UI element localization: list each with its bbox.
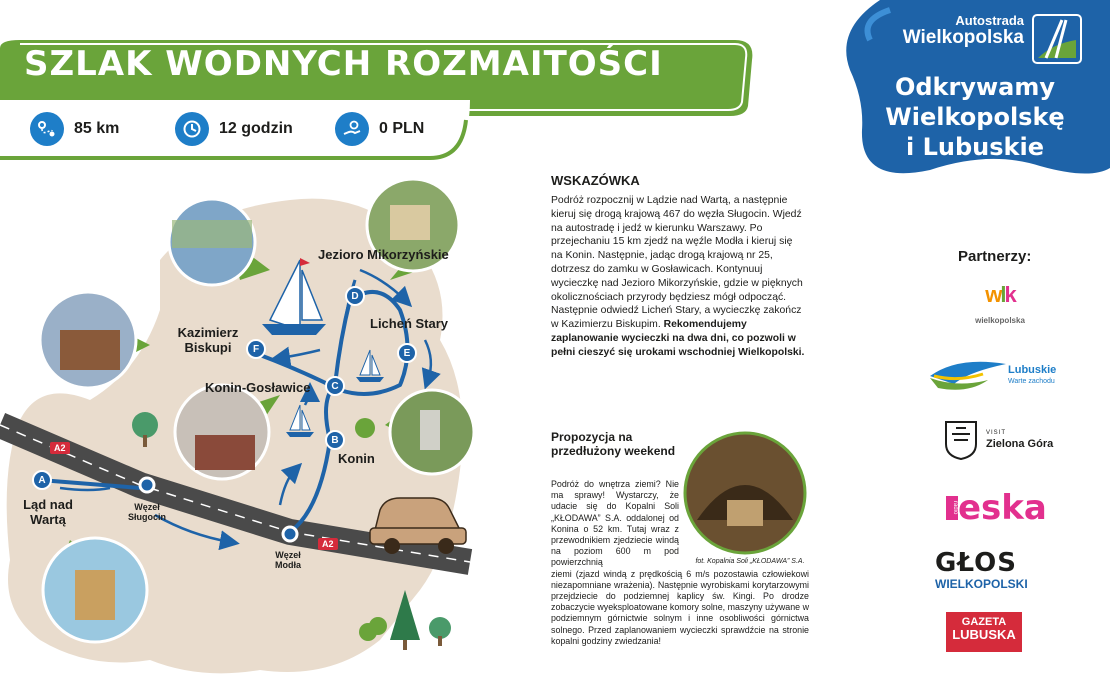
label-lichen: Licheń Stary	[370, 316, 449, 331]
tagline-line2: Wielkopolskę	[885, 103, 1065, 131]
label-kazimierz: Kazimierz Biskupi	[177, 325, 239, 355]
photo-cathedral	[43, 538, 147, 642]
tagline-line1: Odkrywamy	[894, 73, 1056, 101]
lubuskie-wave-icon	[928, 358, 1008, 394]
tip-text: Podróż rozpocznij w Lądzie nad Wartą, a następnie kieruj się drogą krajową 467 do węzła Sługocin. Wjedź na autostradę i jedź w kierunku Warszawy. Po przejechaniu 15 km zjedź na węźle Modła i kieruj się na Konin. Następnie, jadąc drogą krajową nr 25, dotrzesz do zamku w Gosławicach. Kontynuuj wycieczkę nad Jezioro Mikorzyńskie, gdzie w pięknych okolicznościach przyrody będziesz mógł odpocząć. Następnie odwiedź Licheń Stary, a wycieczkę zakończ w Kazimierzu Biskupim.	[551, 195, 803, 331]
route-icon	[30, 112, 64, 146]
brand-line1: Autostrada	[955, 13, 1024, 28]
stat-time	[175, 112, 293, 146]
tagline-line3: i Lubuskie	[906, 133, 1044, 161]
map-canvas	[0, 170, 540, 690]
partner-visit-label: VISIT	[986, 430, 1007, 436]
photo-caption: fot. Kopalnia Soli „KŁODAWA” S.A.	[695, 558, 805, 565]
label-lad: Ląd nad Wartą	[23, 497, 73, 527]
tree-icon	[429, 617, 451, 646]
proposal-heading: Propozycja na przedłużony weekend	[551, 430, 676, 458]
partner-gazeta-sub: LUBUSKA	[952, 627, 1016, 642]
partner-wielkopolska-label: wielkopolska	[975, 316, 1025, 325]
label-konin: Konin	[338, 451, 375, 466]
marker-d[interactable]: D	[345, 286, 365, 306]
tip-heading: WSKAZÓWKA	[551, 173, 640, 188]
money-hand-icon	[335, 112, 369, 146]
tree-icon	[355, 418, 375, 438]
clock-icon	[175, 112, 209, 146]
partner-lubuskie-label: Lubuskie	[1008, 364, 1057, 376]
label-konin-goslawice: Konin-Gosławice	[205, 380, 311, 395]
road-label-a2: A2	[50, 442, 70, 454]
page-title: SZLAK WODNYCH ROZMAITOŚCI	[24, 44, 663, 84]
route-map	[0, 170, 540, 690]
partner-glos-sub: WIELKOPOLSKI	[935, 577, 1028, 591]
partner-zielona-gora[interactable]	[944, 420, 1064, 460]
brand-logo-text	[884, 14, 1024, 48]
road-label-a2-east: A2	[318, 538, 338, 550]
partner-glos[interactable]	[935, 550, 1045, 591]
highway-logo-icon	[1032, 14, 1082, 64]
partner-eska-label: eska	[958, 488, 1047, 528]
partner-zielona-gora-label: Zielona Góra	[986, 438, 1054, 450]
brand-tagline	[850, 72, 1100, 162]
marker-a[interactable]: A	[32, 470, 52, 490]
tip-body	[551, 194, 806, 360]
partner-lubuskie-sub: Warte zachodu	[1008, 378, 1055, 385]
tip-recommendation: Rekomendujemy zaplanowanie wycieczki na dwa dni, co pozwoli w pełni cieszyć się urokami wschodniej Wielkopolski.	[551, 319, 805, 358]
marker-b[interactable]: B	[325, 430, 345, 450]
partner-lubuskie[interactable]	[928, 358, 1068, 394]
marker-e[interactable]: E	[397, 343, 417, 363]
brand-line2: Wielkopolska	[902, 26, 1024, 48]
proposal-text-narrow: Podróż do wnętrza ziemi? Nie ma sprawy! Wystarczy, że udacie się do Kopalni Soli „KŁODAWA” S.A. oddalonej od Konina o 52 km. Tutaj wraz z przewodnikiem zjedziecie windą na poziom 600 m pod powierzchnią	[551, 479, 679, 568]
label-wezel-modla: Węzeł Modła	[275, 550, 301, 571]
cost-value: 0 PLN	[379, 120, 425, 137]
partner-eska[interactable]	[946, 490, 1056, 526]
partners-heading: Partnerzy:	[958, 248, 1032, 265]
wielkopolska-logo-icon: wlk	[985, 282, 1015, 307]
stat-cost	[335, 112, 424, 146]
proposal-body	[551, 479, 809, 647]
label-jezioro: Jezioro Mikorzyńskie	[318, 247, 449, 262]
partner-wielkopolska[interactable]	[955, 282, 1045, 325]
stat-distance	[30, 112, 119, 146]
marker-c[interactable]: C	[325, 376, 345, 396]
distance-value: 85 km	[74, 120, 120, 137]
partner-eska-pre: radio	[946, 496, 958, 520]
partner-gazeta-lubuska[interactable]	[946, 612, 1022, 652]
crest-icon	[944, 420, 978, 460]
partner-gazeta-label: GAZETA	[961, 616, 1007, 628]
marker-f[interactable]: F	[246, 339, 266, 359]
partner-glos-label: GŁOS	[935, 548, 1017, 578]
time-value: 12 godzin	[219, 120, 293, 137]
proposal-text-wide: ziemi (zjazd windą z prędkością 6 m/s pozostawia człowiekowi niezapomniane wrażenia). Następnie wyrobiskami korytarzowymi przejdziecie do podziemnej kaplicy św. Kingi. Po drodze zobaczycie wyeksploatowane komory solne, maszyny używane w podziemnym górnictwie solnym i inne osobliwości górnictwa solnego. Przed zaplanowaniem wycieczki sprawdźcie na stronie kopalni godziny zwiedzania!	[551, 568, 809, 646]
label-wezel-slugocin: Węzeł Sługocin	[128, 502, 166, 523]
